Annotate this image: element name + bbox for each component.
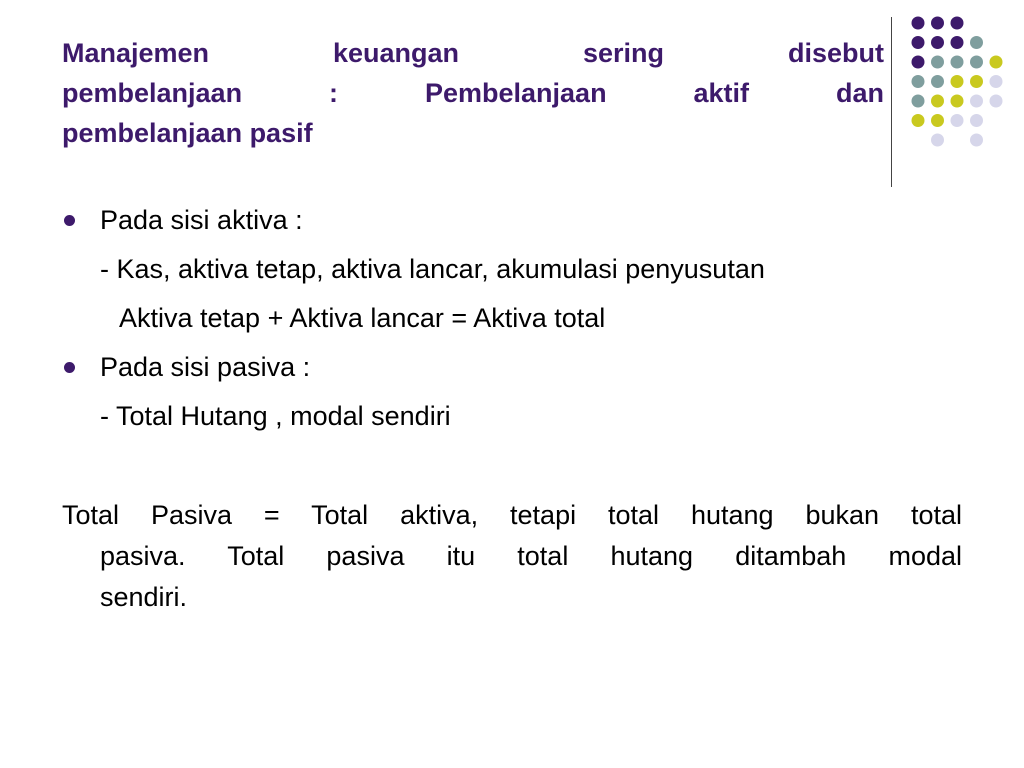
title-line-1: Manajemen keuangan sering disebut: [62, 38, 884, 68]
decor-dot: [931, 114, 944, 127]
decor-dot: [931, 134, 944, 147]
decorative-dot-grid: [900, 10, 1010, 170]
paragraph-line-3: sendiri.: [100, 582, 188, 612]
bullet-label: Pada sisi aktiva :: [100, 205, 303, 235]
bullet-item-aktiva: [62, 200, 962, 240]
decor-dot: [990, 56, 1003, 69]
paragraph-line-1: Total Pasiva = Total aktiva, tetapi total hutang bukan total: [62, 500, 962, 530]
title-line-3: pembelanjaan pasif: [62, 118, 313, 148]
sub-item: Aktiva tetap + Aktiva lancar = Aktiva total: [119, 303, 606, 333]
title-line-2: pembelanjaan : Pembelanjaan aktif dan: [62, 78, 884, 108]
decor-dot: [931, 56, 944, 69]
decor-dot: [951, 95, 964, 108]
decor-dot: [951, 56, 964, 69]
decor-dot: [931, 75, 944, 88]
bullet-label: Pada sisi pasiva :: [100, 352, 311, 382]
decor-dot: [970, 36, 983, 49]
title-divider: [891, 17, 892, 187]
decor-dot: [970, 134, 983, 147]
decor-dot: [912, 17, 925, 30]
bullet-list: [62, 200, 962, 436]
decor-dot: [912, 56, 925, 69]
bullet-dot-icon: [64, 215, 75, 226]
decor-dot: [931, 95, 944, 108]
decor-dot: [912, 36, 925, 49]
bullet-item-pasiva: [62, 347, 962, 387]
decor-dot: [951, 17, 964, 30]
slide-title: [62, 33, 884, 153]
decor-dot: [912, 95, 925, 108]
decor-dot: [970, 75, 983, 88]
decor-dot: [970, 114, 983, 127]
decor-dot: [970, 95, 983, 108]
decor-dot: [931, 36, 944, 49]
sub-item: - Total Hutang , modal sendiri: [100, 401, 451, 431]
decor-dot: [951, 75, 964, 88]
paragraph-line-2: pasiva. Total pasiva itu total hutang ditambah modal: [100, 541, 962, 571]
decor-dot: [951, 36, 964, 49]
decor-dot: [912, 114, 925, 127]
decor-dot: [951, 114, 964, 127]
summary-paragraph: [62, 495, 962, 618]
decor-dot: [970, 56, 983, 69]
sub-item: - Kas, aktiva tetap, aktiva lancar, akumulasi penyusutan: [100, 254, 765, 284]
bullet-dot-icon: [64, 362, 75, 373]
decor-dot: [912, 75, 925, 88]
decor-dot: [990, 95, 1003, 108]
decor-dot: [990, 75, 1003, 88]
decor-dot: [931, 17, 944, 30]
